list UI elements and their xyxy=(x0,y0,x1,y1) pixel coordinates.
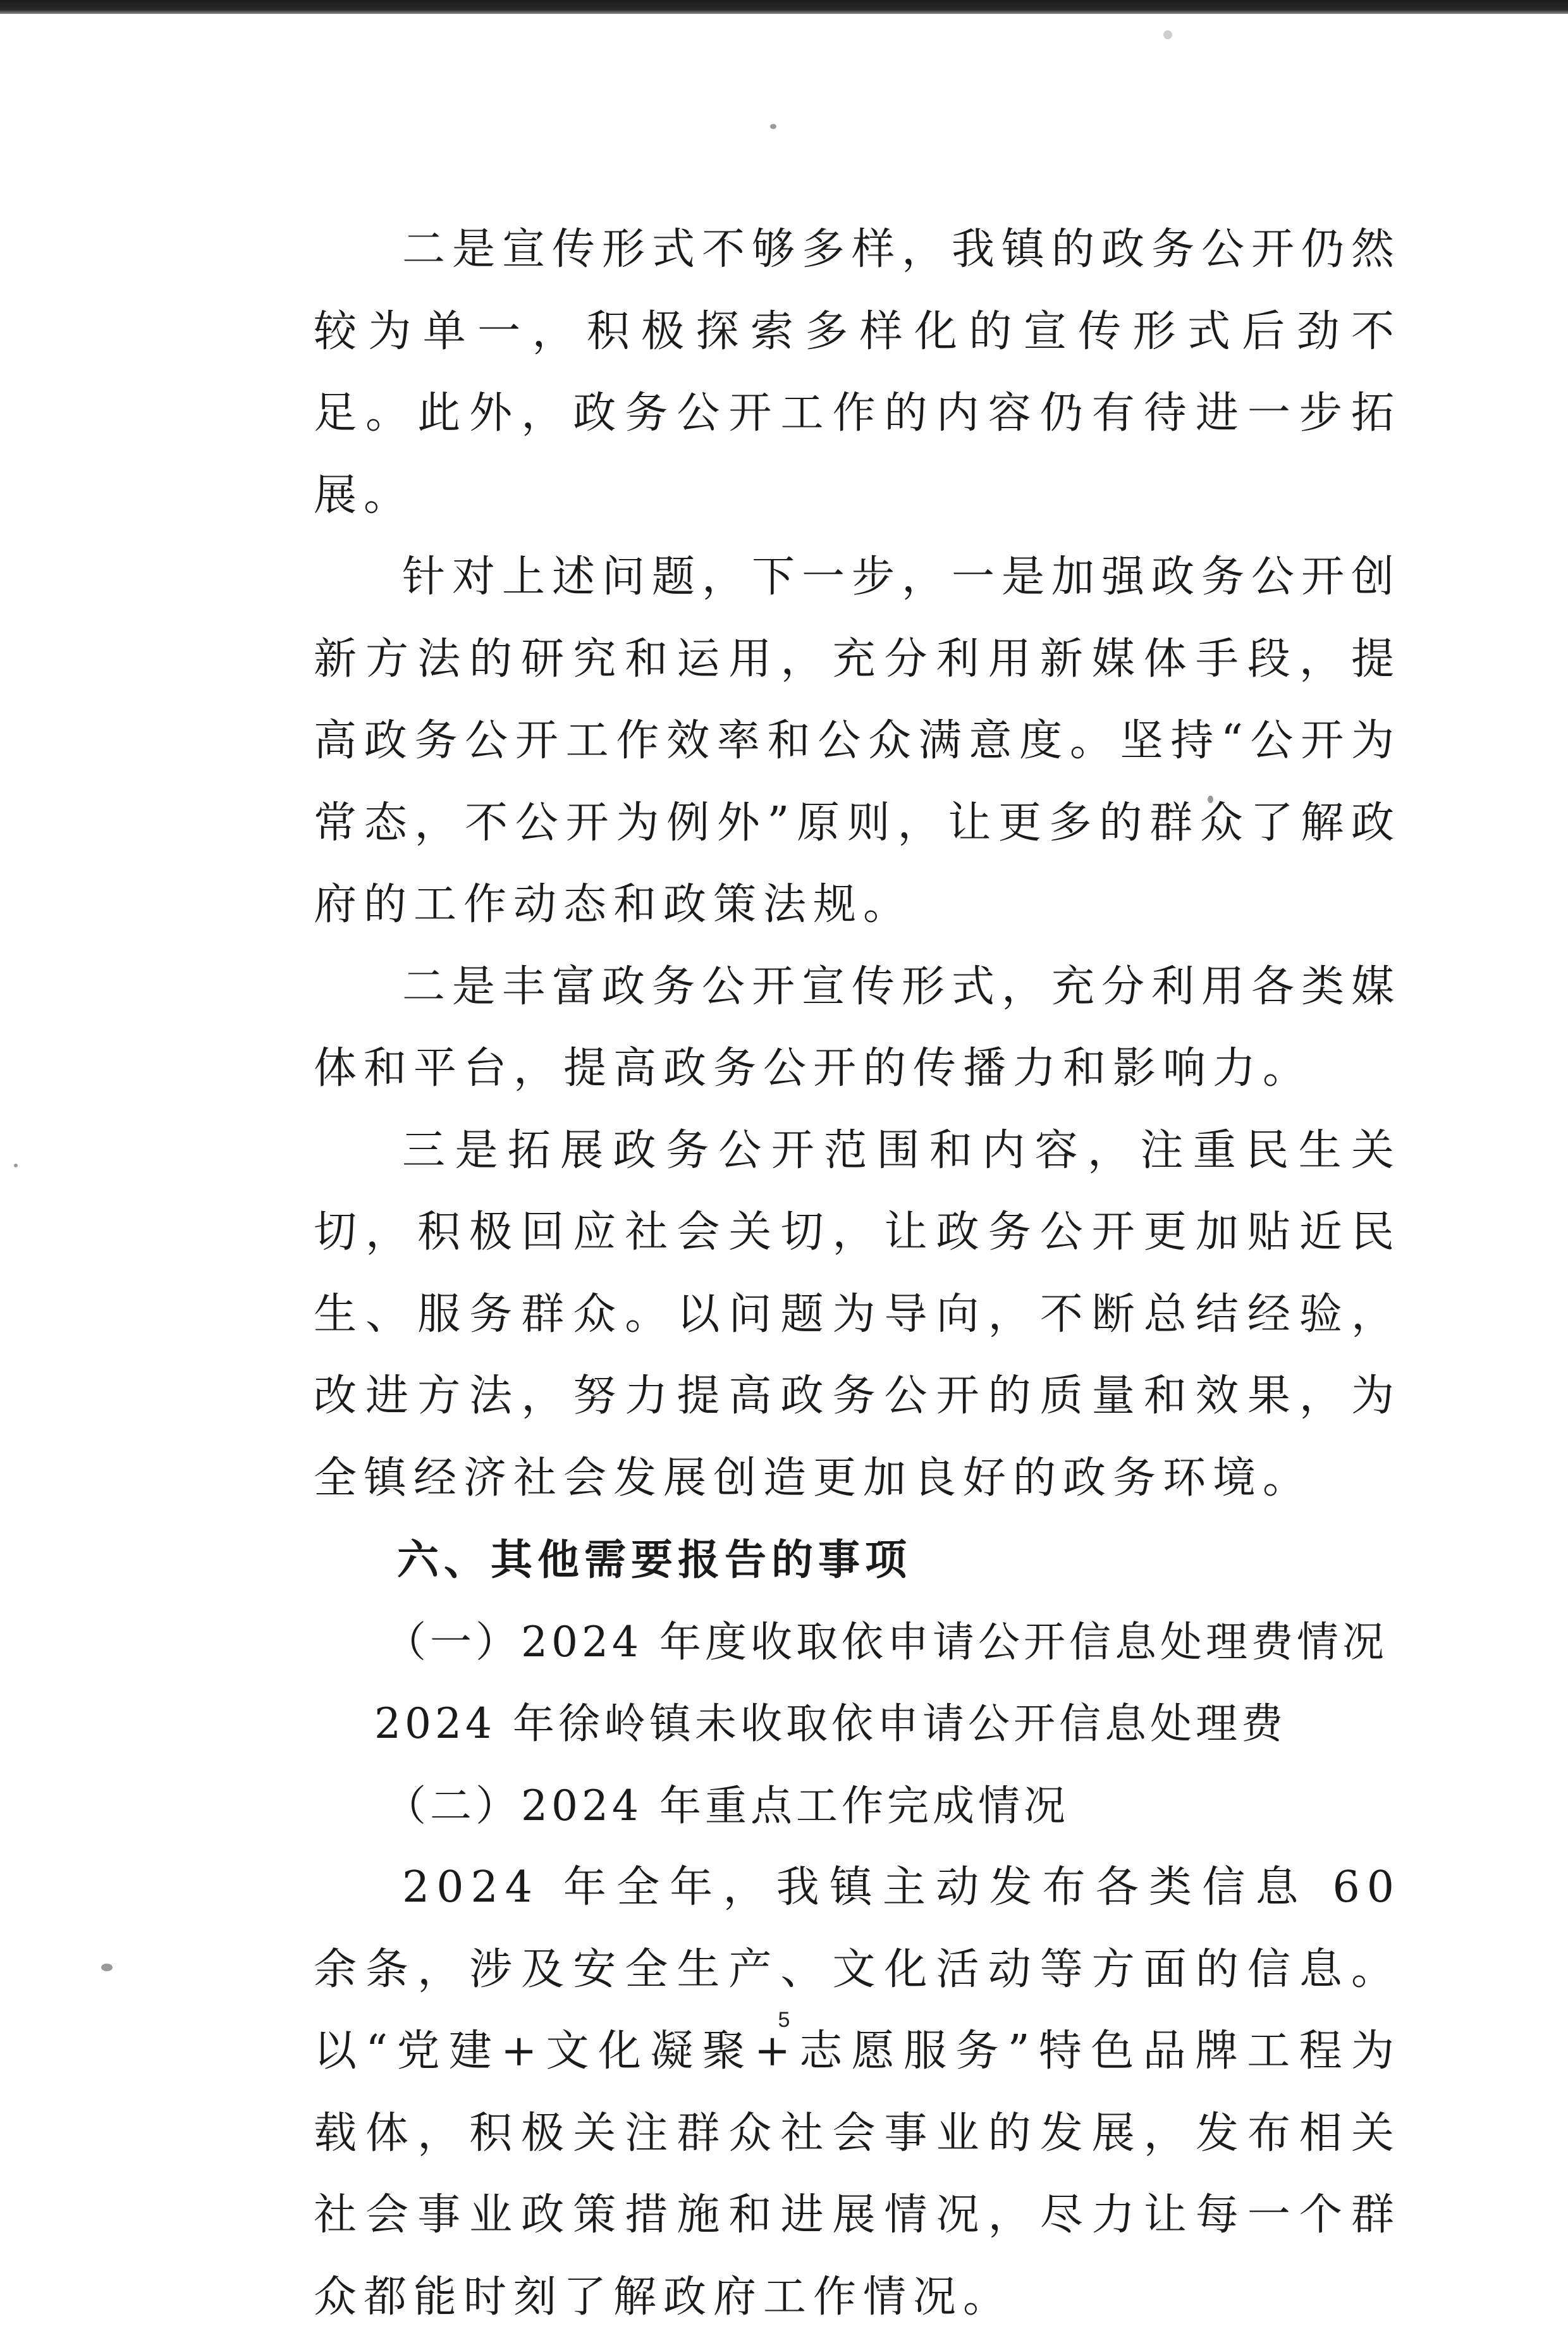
item1-title: （一）2024 年度收取依申请公开信息处理费情况 xyxy=(384,1617,1388,1666)
scan-speck xyxy=(101,1964,113,1971)
paragraph-publicity-forms: 二是宣传形式不够多样，我镇的政务公开仍然较为单一，积极探索多样化的宣传形式后劲不足。此外，政务公开工作的内容仍有待进一步拓展。 xyxy=(314,225,1402,520)
section-heading: 六、其他需要报告的事项 xyxy=(397,1535,912,1584)
paragraph-enrich-forms: 二是丰富政务公开宣传形式，充分利用各类媒体和平台，提高政务公开的传播力和影响力。 xyxy=(314,961,1402,1093)
scan-top-edge xyxy=(0,0,1568,14)
item1-text: 2024 年徐岭镇未收取依申请公开信息处理费 xyxy=(374,1699,1287,1748)
scan-speck xyxy=(14,1164,18,1167)
scan-speck xyxy=(770,124,776,129)
item2-text: 2024 年全年，我镇主动发布各类信息 60 余条，涉及安全生产、文化活动等方面的信息。以“党建+文化凝聚+志愿服务”特色品牌工程为载体，积极关注群众社会事业的发展，发布相关社会事业政策措施和进展情况，尽力让每一个群众都能时刻了解政府工作情况。 xyxy=(314,1862,1401,2322)
item2-title: （二）2024 年重点工作完成情况 xyxy=(384,1781,1069,1830)
paragraph-expand-scope: 三是拓展政务公开范围和内容，注重民生关切，积极回应社会关切，让政务公开更加贴近民生、服务群众。以问题为导向，不断总结经验，改进方法，努力提高政务公开的质量和效果，为全镇经济社会发展创造更加良好的政务环境。 xyxy=(314,1125,1401,1503)
page-number: 5 xyxy=(778,2008,790,2032)
scan-speck xyxy=(1163,30,1172,39)
paragraph-next-steps: 针对上述问题，下一步，一是加强政务公开创新方法的研究和运用，充分利用新媒体手段，提高政务公开工作效率和公众满意度。坚持“公开为常态，不公开为例外”原则，让更多的群众了解政府的工作动态和政策法规。 xyxy=(314,552,1402,930)
